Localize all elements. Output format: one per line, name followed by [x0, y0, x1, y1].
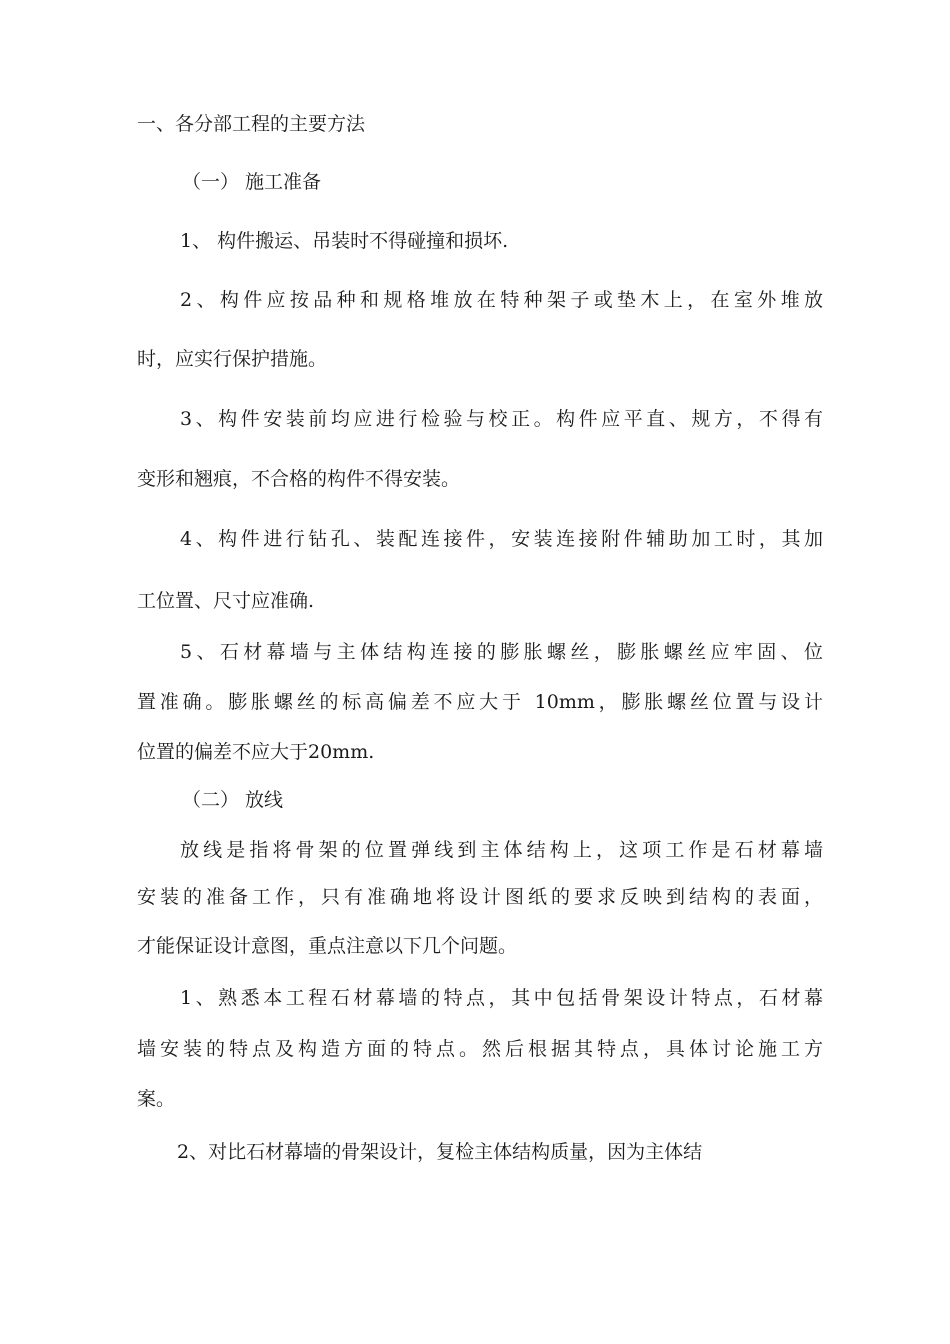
paragraph-line: 3、构件安装前均应进行检验与校正。构件应平直、规方，不得有 [180, 408, 823, 430]
paragraph-line: 1、 构件搬运、吊装时不得碰撞和损坏. [180, 230, 509, 252]
paragraph-line: 才能保证设计意图，重点注意以下几个问题。 [137, 935, 518, 957]
paragraph-line: 5、石材幕墙与主体结构连接的膨胀螺丝，膨胀螺丝应牢固、位 [180, 641, 823, 663]
paragraph-line: 2、对比石材幕墙的骨架设计，复检主体结构质量，因为主体结 [177, 1141, 703, 1163]
paragraph-line: 工位置、尺寸应准确. [137, 590, 315, 612]
paragraph-line: 时，应实行保护措施。 [137, 348, 328, 370]
paragraph-line: 位置的偏差不应大于20mm. [137, 741, 375, 763]
paragraph-line: 墙安装的特点及构造方面的特点。然后根据其特点，具体讨论施工方 [137, 1038, 823, 1060]
paragraph-line: 安装的准备工作，只有准确地将设计图纸的要求反映到结构的表面， [137, 886, 823, 908]
section-title: 一、各分部工程的主要方法 [137, 113, 366, 135]
paragraph-line: 4、构件进行钻孔、装配连接件，安装连接附件辅助加工时，其加 [180, 528, 823, 550]
paragraph-line: 1、熟悉本工程石材幕墙的特点，其中包括骨架设计特点，石材幕 [180, 987, 823, 1009]
paragraph-line: 放线是指将骨架的位置弹线到主体结构上，这项工作是石材幕墙 [180, 839, 823, 861]
paragraph-line: 变形和翘痕，不合格的构件不得安装。 [137, 468, 461, 490]
subsection-title-layout: （二） 放线 [182, 789, 284, 811]
subsection-title-preparation: （一） 施工准备 [182, 171, 322, 193]
paragraph-line: 2、构件应按品种和规格堆放在特种架子或垫木上，在室外堆放 [180, 289, 823, 311]
paragraph-line: 案。 [137, 1088, 176, 1110]
paragraph-line: 置准确。膨胀螺丝的标高偏差不应大于 10mm，膨胀螺丝位置与设计 [137, 691, 823, 713]
